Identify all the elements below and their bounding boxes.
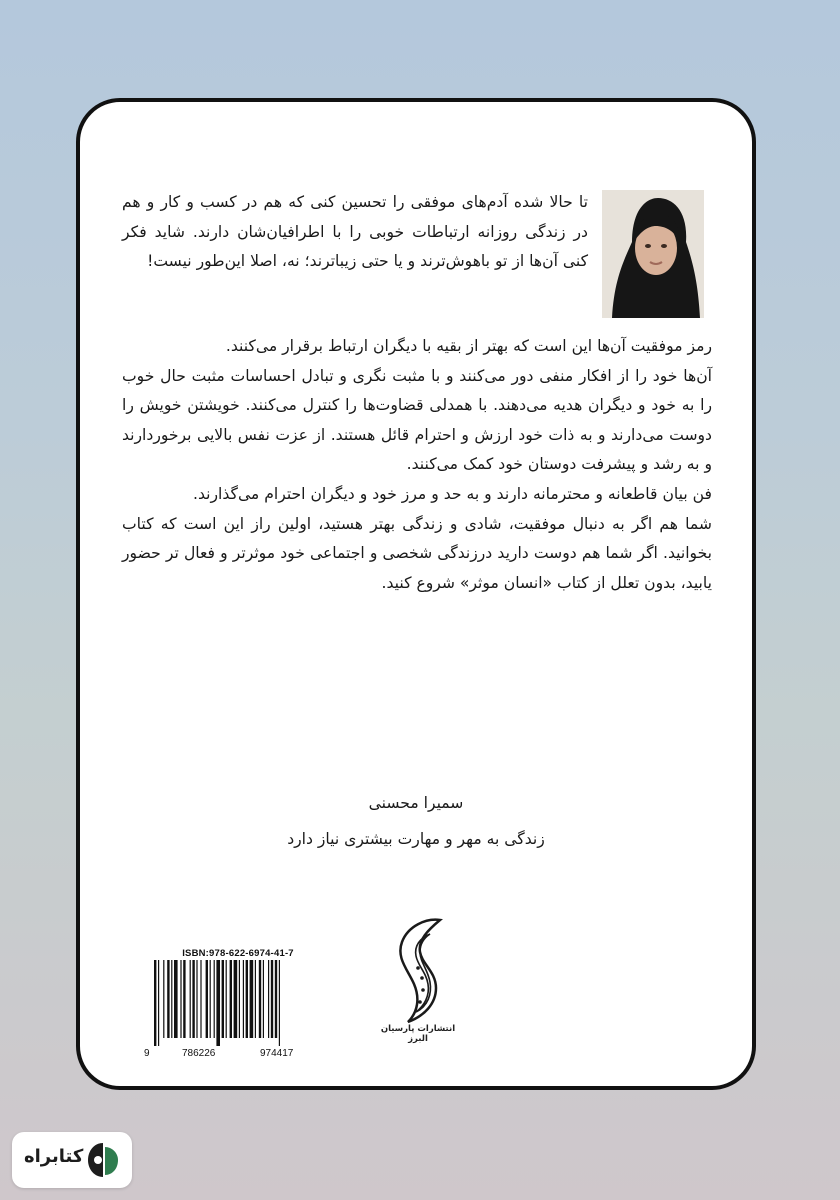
barcode-bar [268, 960, 269, 1038]
barcode-bar [255, 960, 256, 1038]
barcode-bar [279, 960, 280, 1046]
author-name: سمیرا محسنی [368, 794, 464, 812]
barcode-bar [239, 960, 240, 1038]
paragraph-4: شما هم اگر به دنبال موفقیت، شادی و زندگی بهتر هستید، اولین راز این است که کتاب بخوانید. اگر شما هم دوست دارید درزندگی شخصی و اجتماعی خود موثرتر و فعال تر حضور یابید، بدون تعلل از کتاب «انسان موثر» شروع کنید. [122, 514, 712, 592]
barcode-bar [200, 960, 201, 1038]
paragraph-1: رمز موفقیت آن‌ها این است که بهتر از بقیه با دیگران ارتباط برقرار می‌کنند. [225, 337, 712, 355]
barcode-bar [216, 960, 220, 1046]
barcode-bar [271, 960, 273, 1038]
barcode-bar [196, 960, 197, 1038]
barcode-bar [180, 960, 181, 1038]
barcode-bar [206, 960, 208, 1038]
isbn-label: ISBN:978-622-6974-41-7 [182, 948, 294, 959]
barcode-bar [234, 960, 238, 1038]
barcode-bar [275, 960, 277, 1038]
barcode-bar [230, 960, 232, 1038]
barcode-bar [263, 960, 264, 1038]
barcode-bar [163, 960, 164, 1038]
barcode-bar [259, 960, 261, 1038]
paragraph-2: آن‌ها خود را از افکار منفی دور می‌کنند و با مثبت نگری و تبادل احساسات مثبت حال خوب را به خود و دیگران هدیه می‌دهند. با همدلی قضاوت‌ها را کنترل می‌کنند. خویشتن خویش را دوست می‌دارند و به ذات خود ارزش و احترام قائل هستند. از عزت نفس بالایی برخوردارند و به رشد و پیشرفت دوستان خود کمک می‌کنند. [122, 366, 712, 474]
paragraph-3: فن بیان قاطعانه و محترمانه دارند و به حد و مرز خود و دیگران احترام می‌گذارند. [192, 484, 712, 503]
barcode-right-digits: 974417 [260, 1048, 294, 1059]
barcode-bar [250, 960, 254, 1038]
barcode-bar [192, 960, 194, 1038]
author-photo [602, 190, 704, 318]
barcode-bar [190, 960, 191, 1038]
barcode-bar [226, 960, 227, 1038]
barcode-lead-digit: 9 [144, 1048, 150, 1059]
barcode-bar [154, 960, 156, 1046]
watermark-text: کتابراه [24, 1146, 84, 1167]
barcode-bar [243, 960, 244, 1038]
tagline: زندگی به مهر و مهارت بیشتری نیاز دارد [287, 830, 545, 848]
barcode-bar [222, 960, 224, 1038]
barcode-bar [158, 960, 159, 1046]
barcode [142, 960, 322, 1060]
barcode-bar [174, 960, 178, 1038]
publisher-name: انتشارات پارسیان البرز [380, 1024, 456, 1044]
intro-paragraph: تا حالا شده آدم‌های موفقی را تحسین کنی که هم در کسب و کار و هم در زندگی روزانه ارتباطات خوبی را با اطرافیان‌شان دارند. شاید فکر کنی آن‌ها از تو باهوش‌ترند و یا حتی زیباترند؛ نه، اصلا این‌طور نیست! [122, 193, 588, 271]
description-text [122, 332, 712, 598]
watermark-badge [12, 1132, 132, 1188]
barcode-bar [246, 960, 248, 1038]
barcode-bar [214, 960, 215, 1038]
barcode-left-digits: 786226 [182, 1048, 216, 1059]
barcode-bar [183, 960, 185, 1038]
ketabrah-logo-icon [86, 1141, 120, 1179]
barcode-bar [171, 960, 172, 1038]
barcode-bar [210, 960, 211, 1038]
barcode-bar [167, 960, 169, 1038]
back-cover-panel [76, 98, 756, 1090]
